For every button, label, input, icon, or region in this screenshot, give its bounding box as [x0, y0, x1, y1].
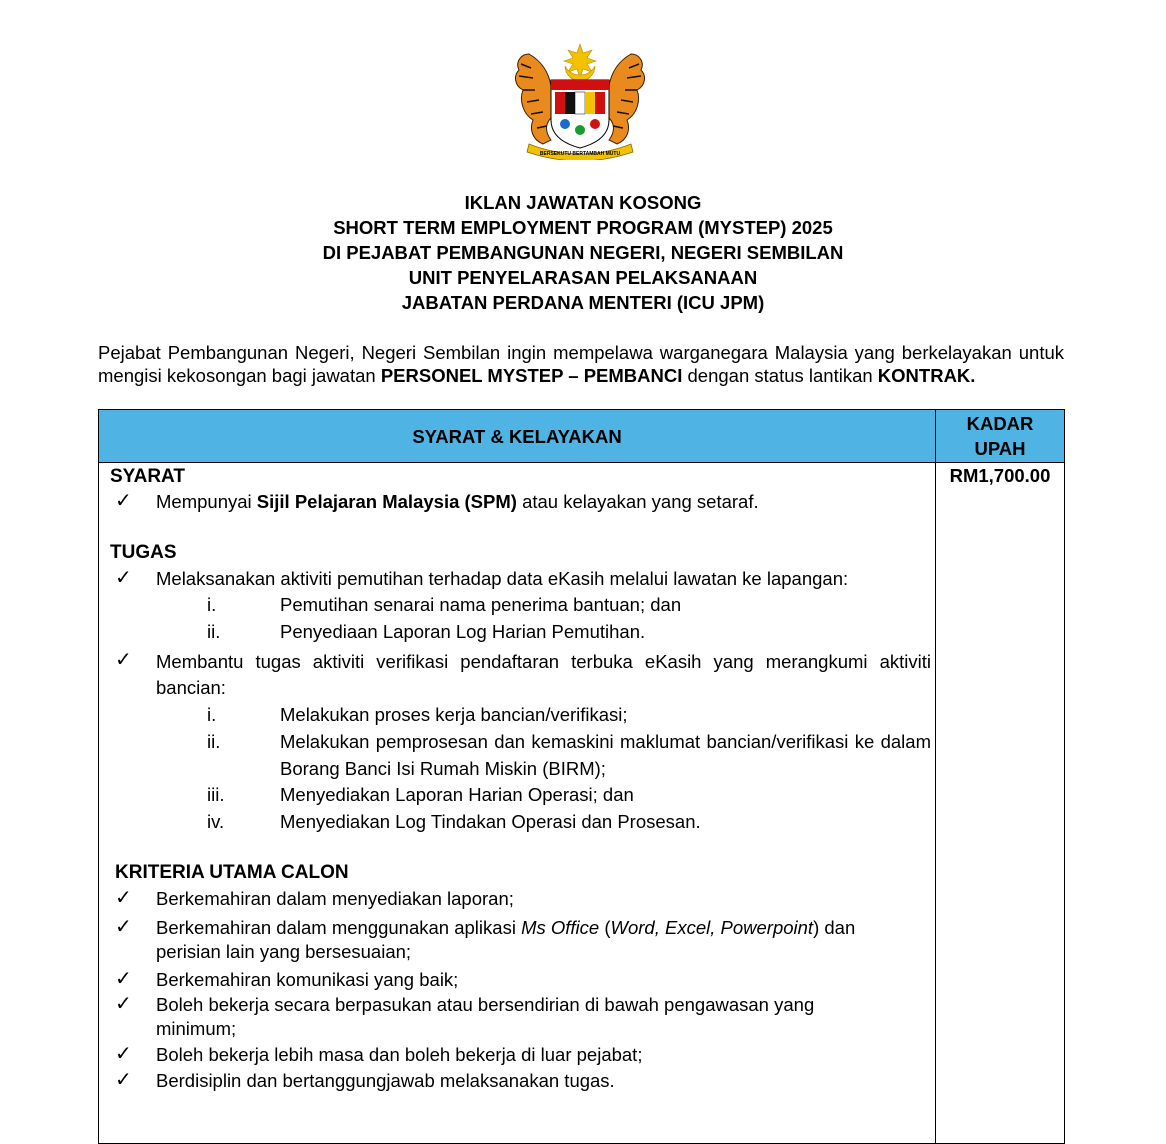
check-icon: ✓	[115, 490, 132, 512]
crest-motto: BERSEKUTU BERTAMBAH MUTU	[539, 151, 621, 157]
qualification-name: Sijil Pelajaran Malaysia (SPM)	[256, 491, 517, 512]
list-item-text: Berkemahiran dalam menggunakan aplikasi Ms Office (Word, Excel, Powerpoint) dan perisian lain yang bersesuaian;	[156, 917, 856, 962]
sub-item-number: ii.	[207, 731, 221, 752]
item-text: Mempunyai	[156, 491, 252, 512]
check-icon: ✓	[115, 1069, 132, 1091]
sub-item-text: Menyediakan Laporan Harian Operasi; dan	[280, 784, 634, 805]
item-text: atau kelayakan yang setaraf.	[522, 491, 759, 512]
list-item-text: Berkemahiran komunikasi yang baik;	[156, 969, 459, 990]
check-icon: ✓	[115, 887, 132, 909]
header-program: SHORT TERM EMPLOYMENT PROGRAM (MYSTEP) 2025	[333, 217, 833, 238]
list-item-text: Boleh bekerja secara berpasukan atau bersendirian di bawah pengawasan yang minimum;	[156, 994, 815, 1039]
list-item-text: Melaksanakan aktiviti pemutihan terhadap data eKasih melalui lawatan ke lapangan:	[156, 568, 849, 589]
check-icon: ✓	[115, 567, 132, 589]
column-header-requirements: SYARAT & KELAYAKAN	[99, 410, 936, 463]
sub-item-number: i.	[207, 704, 217, 725]
header-title: IKLAN JAWATAN KOSONG	[464, 192, 702, 213]
intro-text: Pejabat Pembangunan Negeri, Negeri Sembilan ingin mempelawa warganegara Malaysia yang berkelayakan untuk mengisi kekosongan bagi jawatan	[98, 342, 1064, 386]
shield-icon	[551, 80, 609, 148]
header-department: JABATAN PERDANA MENTERI (ICU JPM)	[401, 292, 765, 313]
sub-item-number: iii.	[207, 784, 225, 805]
wage-cell	[936, 463, 1065, 1144]
right-tiger-icon	[609, 54, 644, 144]
list-item-text	[156, 490, 931, 514]
wage-rate: RM1,700.00	[949, 465, 1051, 486]
sub-item-number: ii.	[207, 621, 221, 642]
item-text: Berkemahiran dalam menggunakan aplikasi	[156, 917, 516, 938]
wage-header-line-2: UPAH	[974, 438, 1026, 459]
coat-of-arms-logo	[499, 40, 661, 160]
requirements-cell	[99, 463, 936, 1144]
section-title-kriteria: KRITERIA UTAMA CALON	[115, 862, 349, 883]
check-icon: ✓	[115, 993, 132, 1015]
sub-item-text: Pemutihan senarai nama penerima bantuan; dan	[280, 594, 682, 615]
sub-item-number: i.	[207, 594, 217, 615]
advertisement-header	[0, 190, 1166, 315]
app-name: Ms Office	[521, 917, 600, 938]
intro-text-2: dengan status lantikan	[687, 365, 873, 386]
list-item-text: Boleh bekerja lebih masa dan boleh bekerja di luar pejabat;	[156, 1044, 643, 1065]
sub-item-text: Melakukan proses kerja bancian/verifikasi;	[280, 704, 628, 725]
list-item-text: Membantu tugas aktiviti verifikasi pendaftaran terbuka eKasih yang merangkumi aktiviti bancian:	[156, 651, 931, 698]
intro-paragraph	[98, 341, 1064, 387]
header-unit: UNIT PENYELARASAN PELAKSANAAN	[408, 267, 758, 288]
sub-item-number: iv.	[207, 811, 225, 832]
check-icon: ✓	[115, 916, 132, 938]
list-item-text: Berdisiplin dan bertanggungjawab melaksanakan tugas.	[156, 1070, 615, 1091]
check-icon: ✓	[115, 649, 132, 671]
sub-item-text: Penyediaan Laporan Log Harian Pemutihan.	[280, 621, 646, 642]
sub-item-text: Menyediakan Log Tindakan Operasi dan Prosesan.	[280, 811, 701, 832]
left-tiger-icon	[516, 54, 551, 144]
check-icon: ✓	[115, 1043, 132, 1065]
check-icon: ✓	[115, 968, 132, 990]
position-name: PERSONEL MYSTEP – PEMBANCI	[380, 365, 683, 386]
list-item-text: Berkemahiran dalam menyediakan laporan;	[156, 888, 514, 909]
item-text: dan perisian lain yang bersesuaian;	[156, 917, 856, 962]
app-list: Word, Excel, Powerpoint	[610, 917, 814, 938]
employment-status: KONTRAK.	[877, 365, 976, 386]
header-office: DI PEJABAT PEMBANGUNAN NEGERI, NEGERI SEMBILAN	[322, 242, 844, 263]
section-title-tugas: TUGAS	[110, 542, 177, 563]
wage-header-line-1: KADAR	[966, 413, 1034, 434]
sub-item-text: Melakukan pemprosesan dan kemaskini maklumat bancian/verifikasi ke dalam Borang Banci Isi Rumah Miskin (BIRM);	[280, 731, 931, 779]
requirements-table	[98, 409, 1065, 1144]
column-header-wage	[936, 410, 1065, 463]
section-title-syarat: SYARAT	[110, 466, 185, 487]
